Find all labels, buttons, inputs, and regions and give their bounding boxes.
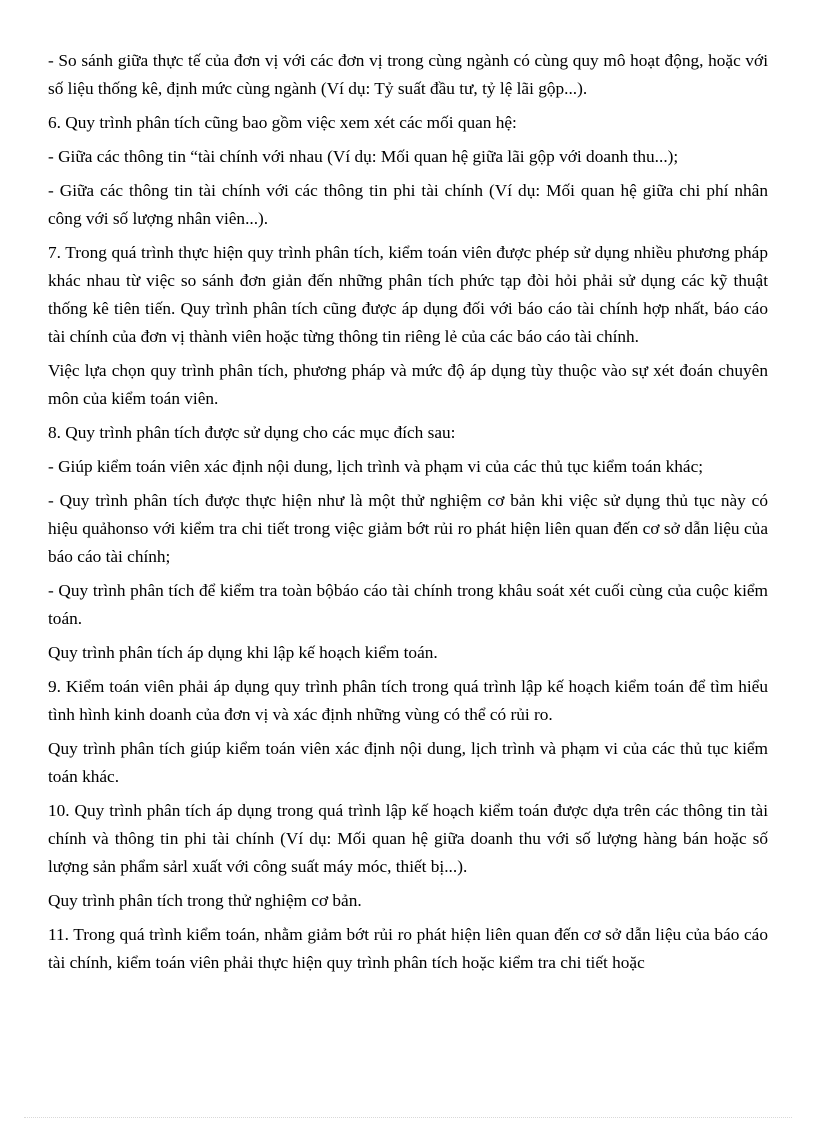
document-page <box>48 47 768 983</box>
paragraph-planning-help: Quy trình phân tích giúp kiểm toán viên xác định nội dung, lịch trình và phạm vi của các thủ tục kiểm toán khác. <box>48 739 768 786</box>
paragraph-financial-relations: - Giữa các thông tin “tài chính với nhau (Ví dụ: Mối quan hệ giữa lãi gộp với doanh thu...); <box>48 147 679 166</box>
paragraph-item-7: 7. Trong quá trình thực hiện quy trình phân tích, kiểm toán viên được phép sử dụng nhiều phương pháp khác nhau từ việc so sánh đơn giản đến những phân tích phức tạp đòi hỏi phải sử dụng các kỹ thuật thống kê tiên tiến. Quy trình phân tích cũng được áp dụng đối với báo cáo tài chính hợp nhất, báo cáo tài chính của đơn vị thành viên hoặc từng thông tin riêng lẻ của các báo cáo tài chính. <box>48 243 768 346</box>
paragraph-item-6: 6. Quy trình phân tích cũng bao gồm việc xem xét các mối quan hệ: <box>48 113 517 132</box>
paragraph-compare-industry: - So sánh giữa thực tế của đơn vị với các đơn vị trong cùng ngành có cùng quy mô hoạt động, hoặc với số liệu thống kê, định mức cùng ngành (Ví dụ: Tỷ suất đầu tư, tỷ lệ lãi gộp...). <box>48 51 768 98</box>
paragraph-item-11: 11. Trong quá trình kiểm toán, nhằm giảm bớt rủi ro phát hiện liên quan đến cơ sở dẫn liệu của báo cáo tài chính, kiểm toán viên phải thực hiện quy trình phân tích hoặc kiểm tra chi tiết hoặc <box>48 925 768 972</box>
paragraph-purpose-1: - Giúp kiểm toán viên xác định nội dung, lịch trình và phạm vi của các thủ tục kiểm toán khác; <box>48 457 704 476</box>
page-bottom-divider <box>24 1117 792 1118</box>
paragraph-item-8: 8. Quy trình phân tích được sử dụng cho các mục đích sau: <box>48 423 456 442</box>
paragraph-purpose-2: - Quy trình phân tích được thực hiện như là một thử nghiệm cơ bản khi việc sử dụng thủ tục này có hiệu quảhonso với kiểm tra chi tiết trong việc giảm bớt rủi ro phát hiện liên quan đến cơ sở dẫn liệu của báo cáo tài chính; <box>48 491 768 566</box>
paragraph-nonfinancial-relations: - Giữa các thông tin tài chính với các thông tin phi tài chính (Ví dụ: Mối quan hệ giữa chi phí nhân công với số lượng nhân viên...). <box>48 181 768 228</box>
paragraph-item-10: 10. Quy trình phân tích áp dụng trong quá trình lập kế hoạch kiểm toán được dựa trên các thông tin tài chính và thông tin phi tài chính (Ví dụ: Mối quan hệ giữa doanh thu với số lượng hàng bán hoặc số lượng sản phẩm sảrl xuất với công suất máy móc, thiết bị...). <box>48 801 768 876</box>
paragraph-planning-heading: Quy trình phân tích áp dụng khi lập kế hoạch kiểm toán. <box>48 643 438 662</box>
paragraph-purpose-3: - Quy trình phân tích để kiểm tra toàn bộbáo cáo tài chính trong khâu soát xét cuối cùng của cuộc kiểm toán. <box>48 581 768 628</box>
paragraph-item-9: 9. Kiểm toán viên phải áp dụng quy trình phân tích trong quá trình lập kế hoạch kiểm toán để tìm hiểu tình hình kinh doanh của đơn vị và xác định những vùng có thể có rủi ro. <box>48 677 768 724</box>
paragraph-method-selection: Việc lựa chọn quy trình phân tích, phương pháp và mức độ áp dụng tùy thuộc vào sự xét đoán chuyên môn của kiểm toán viên. <box>48 361 768 408</box>
paragraph-substantive-heading: Quy trình phân tích trong thử nghiệm cơ bản. <box>48 891 362 910</box>
